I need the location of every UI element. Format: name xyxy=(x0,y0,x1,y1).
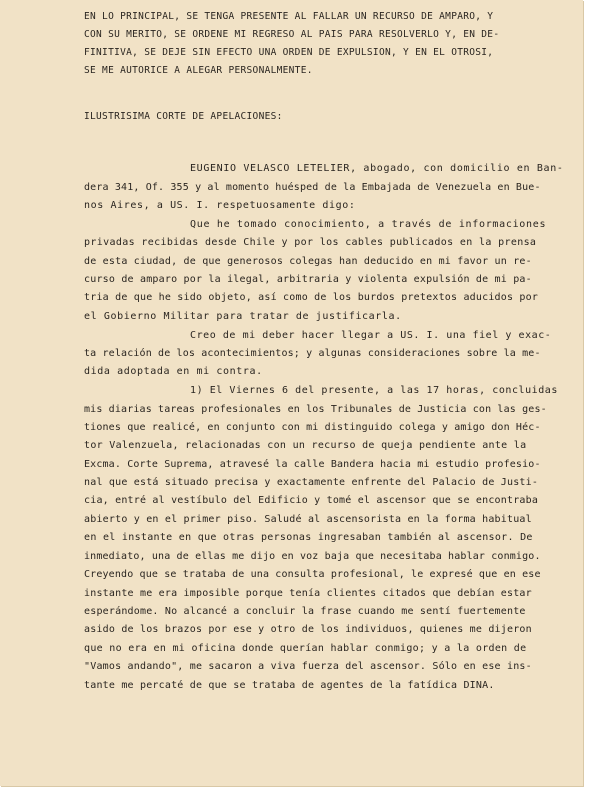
salutation: ILUSTRISIMA CORTE DE APELACIONES: xyxy=(84,111,283,122)
caption-line: CON SU MERITO, SE ORDENE MI REGRESO AL PAIS PARA RESOLVERLO Y, EN DE- xyxy=(84,29,500,40)
body-line: curso de amparo por la ilegal, arbitraria y violenta expulsión de mi pa- xyxy=(84,274,532,285)
body-line: tante me percaté de que se trataba de agentes de la fatídica DINA. xyxy=(84,680,495,691)
body-line: nal que está situado precisa y exactamente enfrente del Palacio de Justi- xyxy=(84,477,539,488)
caption-line: SE ME AUTORICE A ALEGAR PERSONALMENTE. xyxy=(84,65,313,76)
body-line: abierto y en el primer piso. Saludé al ascensorista en la forma habitual xyxy=(84,514,532,525)
body-line: privadas recibidas desde Chile y por los cables publicados en la prensa xyxy=(84,237,537,248)
body-line: tor Valenzuela, relacionadas con un recurso de queja pendiente ante la xyxy=(84,440,527,451)
body-line: "Vamos andando", me sacaron a viva fuerza del ascensor. Sólo en ese ins- xyxy=(84,661,532,672)
body-line: Que he tomado conocimiento, a través de informaciones xyxy=(190,219,547,230)
body-line: cia, entré al vestíbulo del Edificio y tomé el ascensor que se encontraba xyxy=(84,495,539,506)
body-line: esperándome. No alcancé a concluir la frase cuando me sentí fuertemente xyxy=(84,606,526,617)
body-line: asido de los brazos por ese y otro de los individuos, quienes me dijeron xyxy=(84,624,532,635)
body-line: inmediato, una de ellas me dijo en voz baja que necesitaba hablar conmigo. xyxy=(84,551,541,562)
body-line: el Gobierno Militar para tratar de justificarla. xyxy=(84,311,402,322)
body-line: ta relación de los acontecimientos; y algunas consideraciones sobre la me- xyxy=(84,348,541,359)
body-line: de esta ciudad, de que generosos colegas han deducido en mi favor un re- xyxy=(84,256,532,267)
body-line: mis diarias tareas profesionales en los Tribunales de Justicia con las ges- xyxy=(84,404,547,415)
body-line: Excma. Corte Suprema, atravesé la calle Bandera hacia mi estudio profesio- xyxy=(84,459,541,470)
body-line: 1) El Viernes 6 del presente, a las 17 horas, concluidas xyxy=(190,385,558,396)
body-line: tria de que he sido objeto, así como de los burdos pretextos aducidos por xyxy=(84,292,539,303)
body-line: nos Aires, a US. I. respetuosamente digo: xyxy=(84,200,356,211)
caption-line: FINITIVA, SE DEJE SIN EFECTO UNA ORDEN DE EXPULSION, Y EN EL OTROSI, xyxy=(84,47,494,58)
caption-line: EN LO PRINCIPAL, SE TENGA PRESENTE AL FALLAR UN RECURSO DE AMPARO, Y xyxy=(84,11,494,22)
body-line: en el instante en que otras personas ingresaban también al ascensor. De xyxy=(84,532,533,543)
body-line: instante me era imposible porque tenía clientes citados que debían estar xyxy=(84,588,532,599)
body-line: Creyendo que se trataba de una consulta profesional, le expresé que en ese xyxy=(84,569,541,580)
body-line: dida adoptada en mi contra. xyxy=(84,366,263,377)
body-line: EUGENIO VELASCO LETELIER, abogado, con domicilio en Ban- xyxy=(190,163,564,174)
body-line: dera 341, Of. 355 y al momento huésped de la Embajada de Venezuela en Bue- xyxy=(84,182,541,193)
body-line: Creo de mi deber hacer llegar a US. I. una fiel y exac- xyxy=(190,330,552,341)
body-line: que no era en mi oficina donde querían hablar conmigo; y a la orden de xyxy=(84,643,527,654)
body-line: tiones que realicé, en conjunto con mi distinguido colega y amigo don Héc- xyxy=(84,422,541,433)
